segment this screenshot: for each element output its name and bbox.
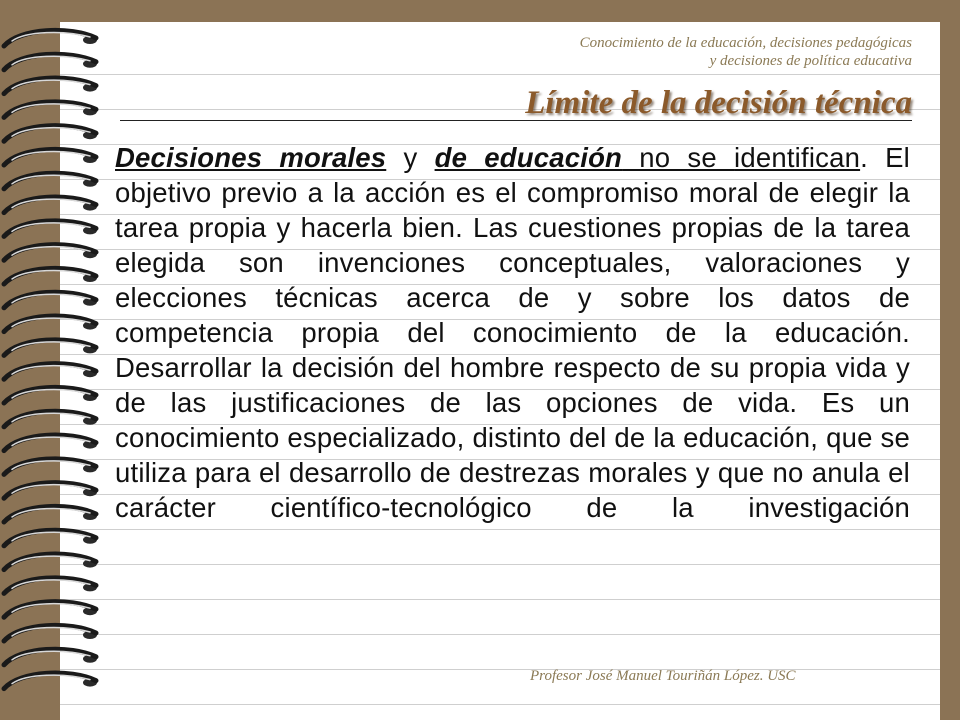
spiral-ring-icon (4, 649, 97, 665)
subtitle-line-1: Conocimiento de la educación, decisiones pedagógicas (579, 35, 912, 51)
body-underlined-word: identifican (734, 142, 861, 173)
footer-author: Profesor José Manuel Touriñán López. USC (530, 668, 796, 684)
spiral-ring-icon (4, 54, 97, 70)
spiral-binding (0, 22, 120, 720)
spiral-ring-icon (4, 173, 97, 189)
spiral-ring-icon (4, 292, 97, 308)
spiral-ring-icon (4, 411, 97, 427)
spiral-ring-icon (4, 197, 97, 213)
spiral-ring-icon (4, 483, 97, 499)
spiral-ring-icon (4, 625, 97, 641)
subtitle-line-2: y decisiones de política educativa (709, 53, 912, 69)
spiral-ring-icon (4, 316, 97, 332)
slide-body (115, 140, 910, 525)
slide-title: Límite de la decisión técnica (120, 86, 912, 121)
body-text: . El objetivo previo a la acción es el compromiso moral de elegir la tarea propia y hacerla bien. Las cuestiones propias de la tarea elegida son invenciones conceptuales, valoraciones y elecciones técnicas acerca de y sobre los datos de competencia propia del conocimiento de la educación. Desarrollar la decisión del hombre respecto de su propia vida y de las justificaciones de las opciones de vida. Es un conocimiento especializado, distinto del de la educación, que se utiliza para el desarrollo de destrezas morales y que no anula el carácter científico-tecnológico de la investigación (115, 142, 910, 523)
spiral-ring-icon (4, 78, 97, 94)
spiral-ring-icon (4, 221, 97, 237)
body-emphasis-1: Decisiones morales (115, 142, 387, 173)
notebook-page (60, 22, 940, 720)
spiral-ring-icon (4, 340, 97, 356)
spiral-ring-icon (4, 602, 97, 618)
spiral-ring-icon (4, 506, 97, 522)
spiral-ring-icon (4, 126, 97, 142)
spiral-ring-icon (4, 102, 97, 118)
spiral-ring-icon (4, 459, 97, 475)
body-connector-2: no se (622, 142, 735, 173)
spiral-ring-icon (4, 673, 97, 689)
spiral-ring-icon (4, 30, 97, 46)
spiral-ring-icon (4, 578, 97, 594)
slide-subtitle (580, 34, 912, 70)
spiral-ring-icon (4, 435, 97, 451)
spiral-ring-icon (4, 530, 97, 546)
spiral-ring-icon (4, 149, 97, 165)
spiral-ring-icon (4, 554, 97, 570)
spiral-ring-icon (4, 268, 97, 284)
body-connector-1: y (386, 142, 435, 173)
spiral-ring-icon (4, 364, 97, 380)
body-emphasis-2: de educación (434, 142, 623, 173)
spiral-ring-icon (4, 387, 97, 403)
spiral-ring-icon (4, 245, 97, 261)
